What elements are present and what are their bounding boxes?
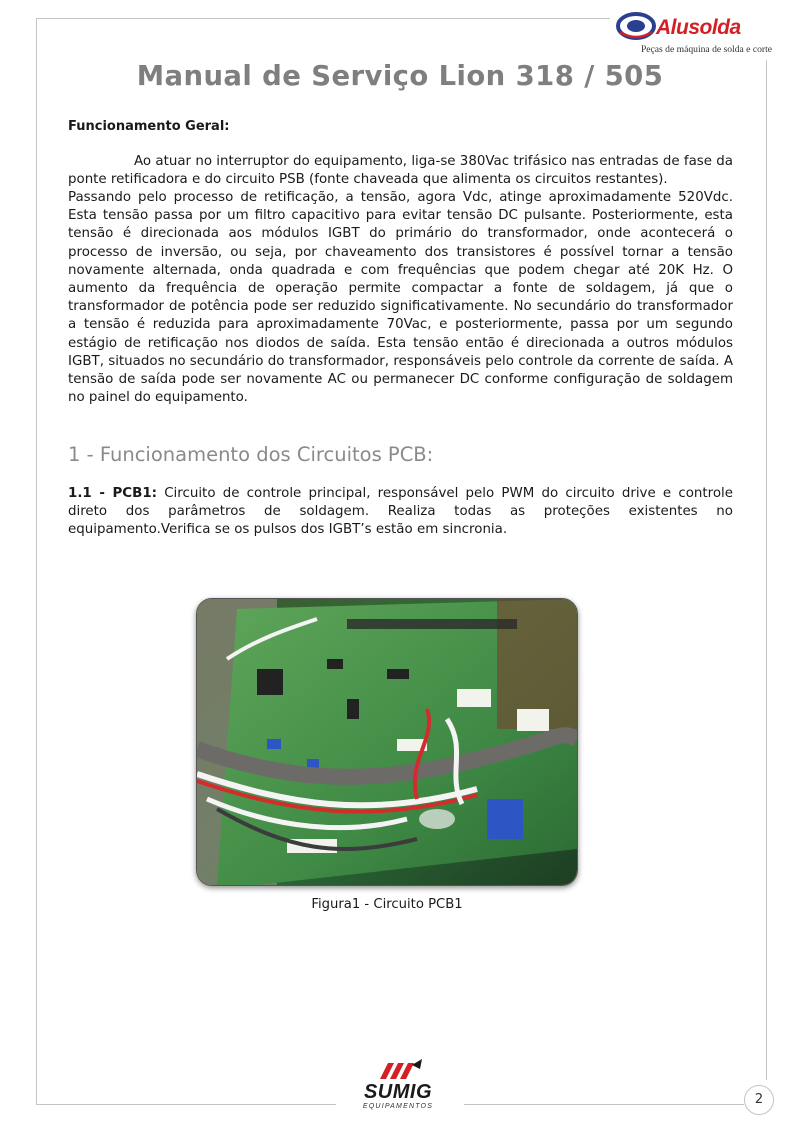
page-frame-left [36, 18, 37, 1104]
pcb1-label: 1.1 - PCB1: [68, 486, 158, 501]
paragraph-intro [68, 153, 733, 189]
paragraph-process: Passando pelo processo de retificação, a tensão, agora Vdc, atinge aproximadamente 520Vdc. Esta tensão passa por um filtro capacitivo para evitar tensão DC pulsante. Posteriormente, esta tensão é direcionada aos módulos IGBT do primário do transformador, onde acontecerá o processo de inversão, ou seja, por chaveamento dos transistores é possível tornar a tensão novamente alternada, onda quadrada e com frequências que podem chegar até 20K Hz. O aumento da frequência de operação permite compactar a fonte de soldagem, já que o transformador de potência pode ser reduzido significativamente. No secundário do transformador a tensão é reduzida para aproximadamente 70Vac, e posteriormente, passa por um segundo estágio de retificação nos diodos de saída. Esta tensão então é direcionada a outros módulos IGBT, situados no secundário do transformador, responsáveis pelo controle da corrente de saída. A tensão de saída pode ser novamente AC ou permanecer DC conforme configuração de soldagem no painel do equipamento. [68, 190, 733, 406]
sumig-logo [350, 1057, 450, 1113]
page-number: 2 [744, 1085, 774, 1115]
sumig-mark-icon [350, 1057, 450, 1081]
page-frame-right [766, 60, 767, 1080]
footer-subtitle: EQUIPAMENTOS [362, 1103, 434, 1110]
brand-name: Alusolda [656, 16, 741, 39]
pcb1-text: Circuito de controle principal, responsável pelo PWM do circuito drive e controle direto dos parâmetros de soldagem. Realiza todas as proteções existentes no equipamento.Verifica se os pulsos dos IGBT’s estão em sincronia. [68, 486, 734, 538]
footer-company: SUMIG [363, 1081, 433, 1103]
alusolda-logo [612, 6, 772, 58]
pcb1-photo-image [197, 599, 577, 885]
page-frame-bottom-left [36, 1104, 336, 1105]
alusolda-mark-icon [616, 12, 656, 40]
page-frame-bottom-right [464, 1104, 744, 1105]
paragraph-pcb1 [68, 485, 733, 540]
paragraph-intro-text: Ao atuar no interruptor do equipamento, liga-se 380Vac trifásico nas entradas de fase da ponte retificadora e do circuito PSB (fonte chaveada que alimenta os circuitos restantes). [68, 154, 733, 188]
figure-caption: Figura1 - Circuito PCB1 [311, 897, 463, 912]
page-frame-top [36, 18, 610, 19]
section-label: Funcionamento Geral: [68, 119, 230, 134]
circuits-heading: 1 - Funcionamento dos Circuitos PCB: [68, 443, 434, 466]
page-title: Manual de Serviço Lion 318 / 505 [136, 60, 664, 92]
brand-tagline: Peças de máquina de solda e corte [640, 44, 772, 55]
pcb1-photo [196, 598, 578, 886]
